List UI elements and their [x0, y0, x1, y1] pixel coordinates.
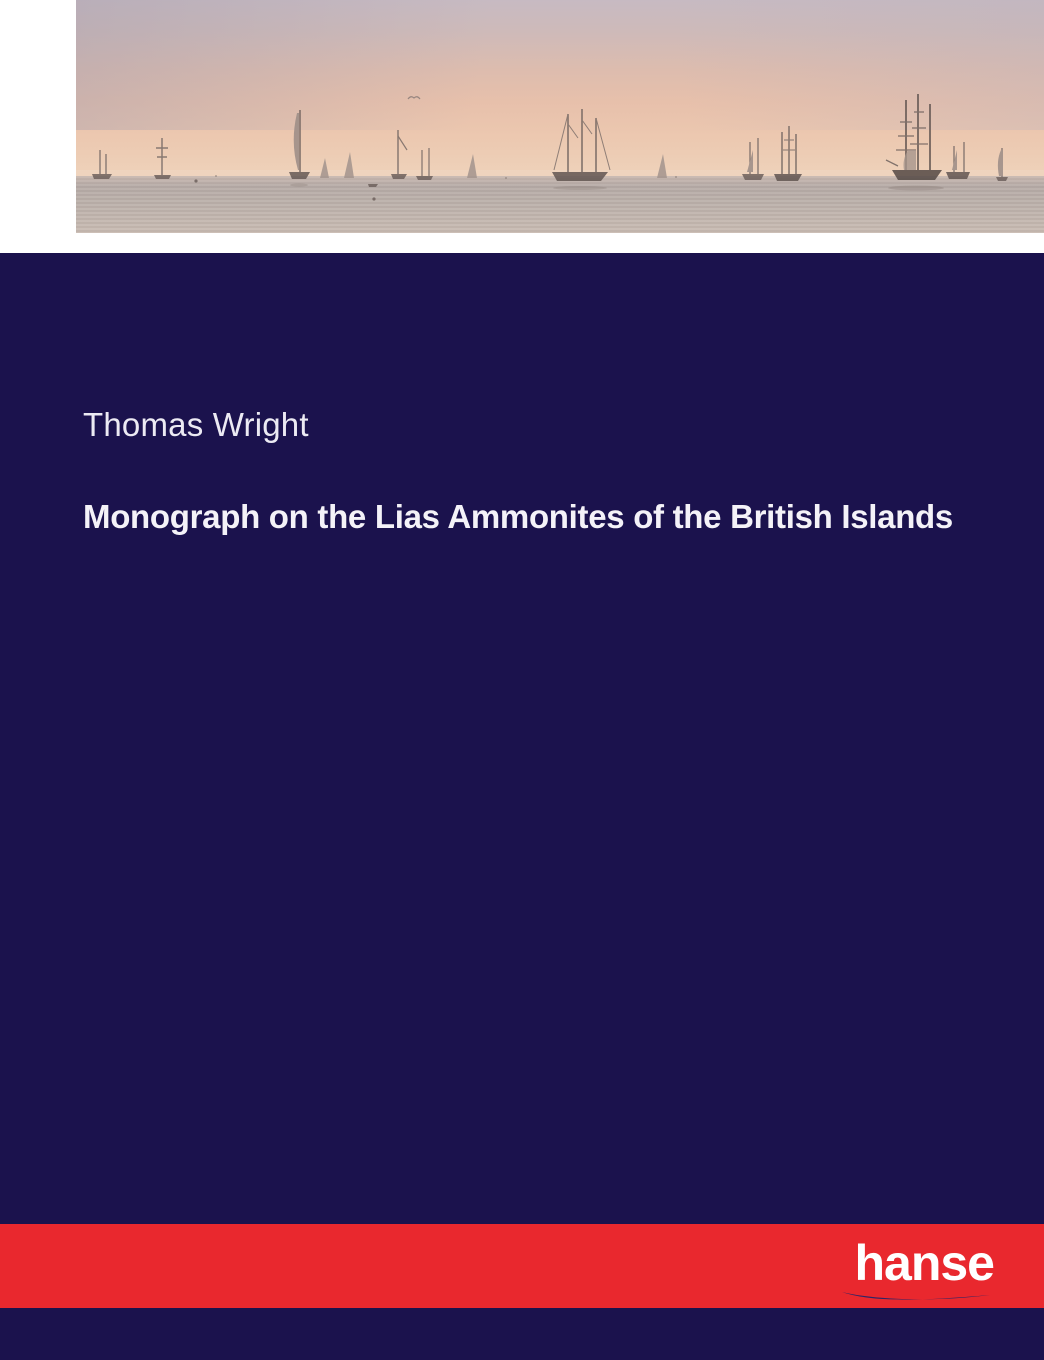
author-name: Thomas Wright [83, 406, 309, 443]
publisher-logo-text: hanse [854, 1235, 994, 1291]
cover-photo-sailing-ships [76, 0, 1044, 233]
publisher-logo-hanse [834, 1235, 994, 1303]
cover-footer [0, 1308, 1044, 1360]
logo-underline-swoosh-icon [840, 1289, 992, 1303]
cover-main-panel [0, 253, 1044, 1224]
sailing-ships-silhouettes [76, 0, 1044, 233]
book-title: Monograph on the Lias Ammonites of the British Islands [83, 498, 953, 535]
